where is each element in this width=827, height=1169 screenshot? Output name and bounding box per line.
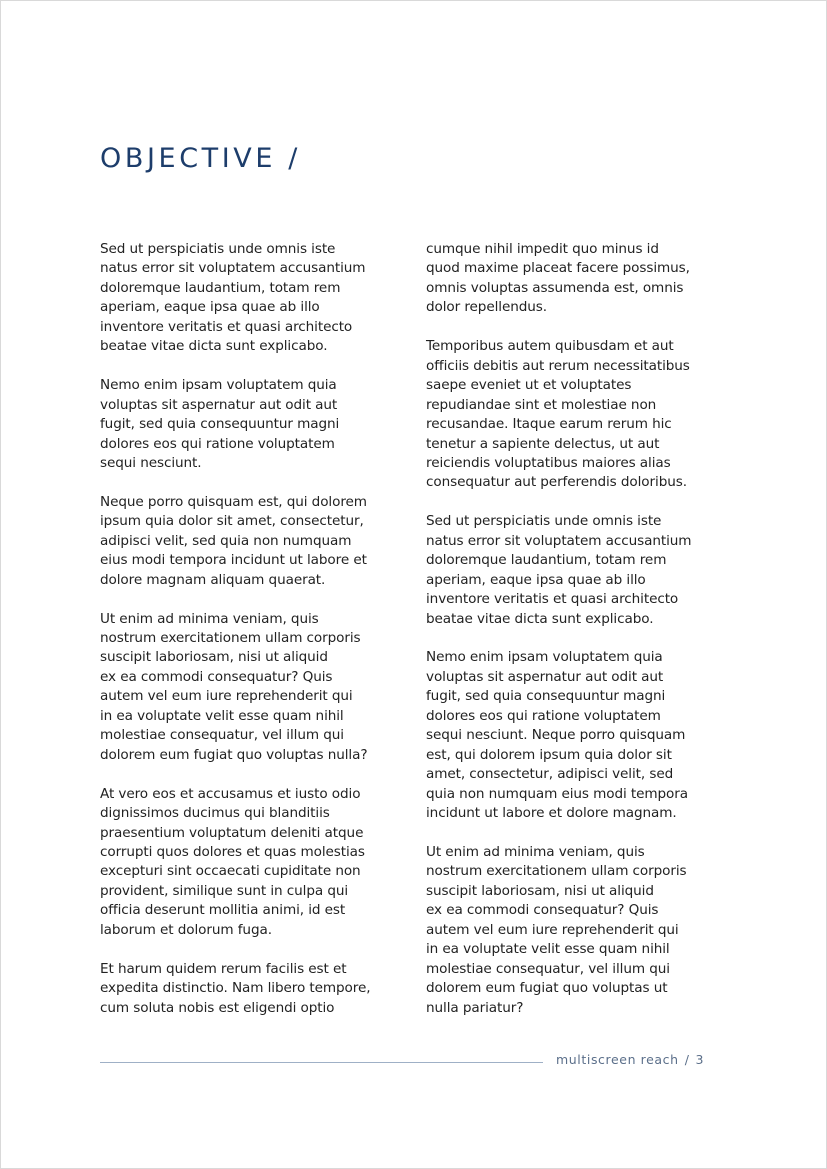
paragraph: cumque nihil impedit quo minus id quod maxime placeat facere possimus, omnis voluptas assumenda est, omnis dolor repellendus. [426, 241, 690, 316]
text-column-right [426, 240, 731, 1018]
paragraph: Neque porro quisquam est, qui dolorem ipsum quia dolor sit amet, consectetur, adipisci velit, sed quia non numquam eius modi tempora incidunt ut labore et dolore magnam aliquam quaerat. [100, 493, 367, 588]
text-column-left [100, 240, 405, 1018]
paragraph: Ut enim ad minima veniam, quis nostrum exercitationem ullam corporis suscipit laboriosam, nisi ut aliquid ex ea commodi consequatur? Quis autem vel eum iure reprehenderit qui in ea voluptate velit esse quam nihil molestiae consequatur, vel illum qui dolorem eum fugiat quo voluptas ut nulla pariatur? [426, 843, 687, 1016]
paragraph: At vero eos et accusamus et iusto odio dignissimos ducimus qui blanditiis praesentium voluptatum deleniti atque corrupti quos dolores et quas molestias excepturi sint occaecati cupiditate non provident, similique sunt in culpa qui officia deserunt mollitia animi, id est laborum et dolorum fuga. [100, 785, 365, 938]
page-title: OBJECTIVE / [100, 143, 301, 174]
paragraph: Sed ut perspiciatis unde omnis iste natus error sit voluptatem accusantium doloremque laudantium, totam rem aperiam, eaque ipsa quae ab illo inventore veritatis et quasi architecto beatae vitae dicta sunt explicabo. [426, 513, 692, 627]
page-number: 3 [695, 1052, 705, 1067]
paragraph: Sed ut perspiciatis unde omnis iste natus error sit voluptatem accusantium doloremque laudantium, totam rem aperiam, eaque ipsa quae ab illo inventore veritatis et quasi architecto beatae vitae dicta sunt explicabo. [100, 241, 366, 355]
paragraph: Et harum quidem rerum facilis est et expedita distinctio. Nam libero tempore, cum soluta nobis est eligendi optio [100, 960, 371, 1016]
paragraph: Nemo enim ipsam voluptatem quia voluptas sit aspernatur aut odit aut fugit, sed quia consequuntur magni dolores eos qui ratione voluptatem sequi nesciunt. [100, 377, 340, 471]
footer-separator: / [684, 1052, 690, 1067]
paragraph: Nemo enim ipsam voluptatem quia voluptas sit aspernatur aut odit aut fugit, sed quia consequuntur magni dolores eos qui ratione voluptatem sequi nesciunt. Neque porro quisquam est, qui dolorem ipsum quia dolor sit amet, consectetur, adipisci velit, sed quia non numquam eius modi tempora incidunt ut labore et dolore magnam. [426, 649, 688, 822]
paragraph: Temporibus autem quibusdam et aut officiis debitis aut rerum necessitatibus saepe eveniet ut et voluptates repudiandae sint et molestiae non recusandae. Itaque earum rerum hic tenetur a sapiente delectus, ut aut reiciendis voluptatibus maiores alias consequatur aut perferendis doloribus. [426, 338, 690, 491]
paragraph: Ut enim ad minima veniam, quis nostrum exercitationem ullam corporis suscipit laboriosam, nisi ut aliquid ex ea commodi consequatur? Quis autem vel eum iure reprehenderit qui in ea voluptate velit esse quam nihil molestiae consequatur, vel illum qui dolorem eum fugiat quo voluptas nulla? [100, 610, 368, 763]
footer-divider [100, 1062, 543, 1063]
page-footer [556, 1052, 704, 1067]
footer-document-name: multiscreen reach [556, 1052, 679, 1067]
